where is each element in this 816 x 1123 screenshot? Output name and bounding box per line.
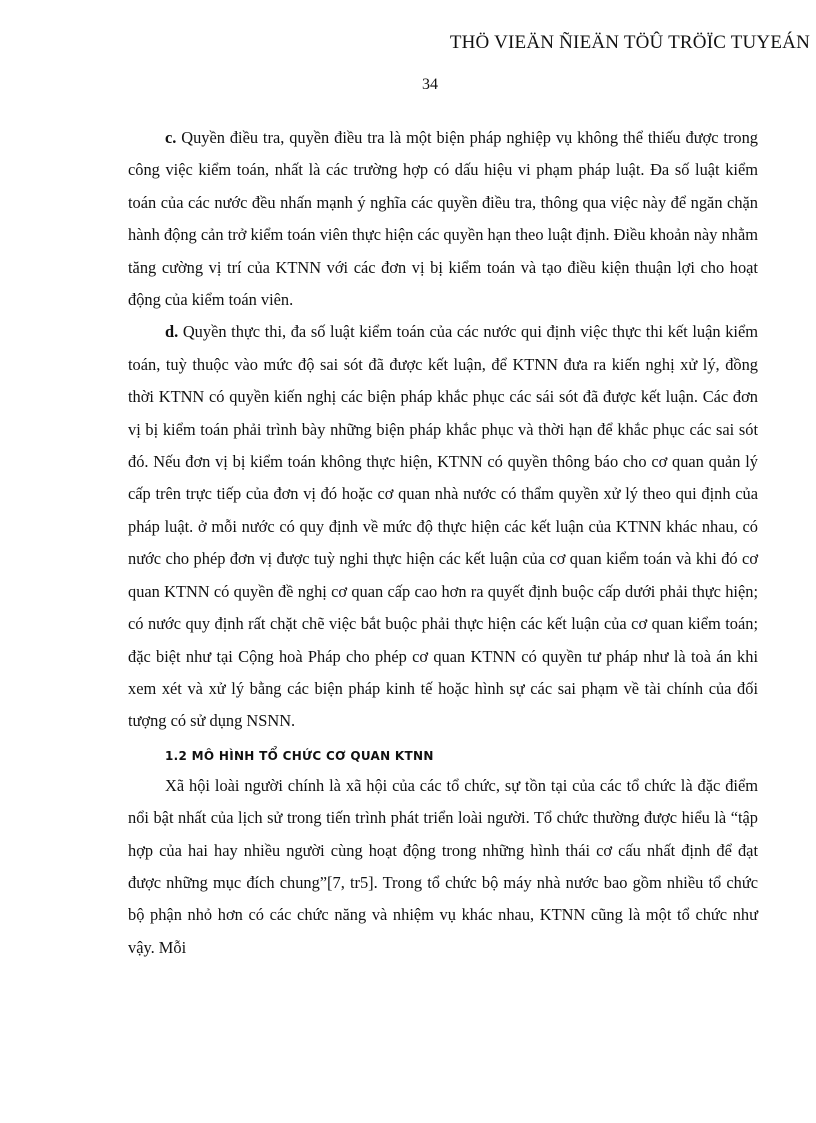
paragraph-d-marker: d.: [165, 322, 179, 342]
page-number: 34: [422, 76, 438, 93]
paragraph-d-text: Quyền thực thi, đa số luật kiểm toán của các nước qui định việc thực thi kết luận kiểm toán, tuỳ thuộc vào mức độ sai sót đã được kết luận, để KTNN đưa ra kiến nghị xử lý, đồng thời KTNN có quyền kiến nghị các biện pháp khắc phục các sái sót đã được kết luận. Các đơn vị bị kiểm toán phải trình bày những biện pháp khắc phục và thời hạn để khắc phục các sai sót đó. Nếu đơn vị bị kiểm toán không thực hiện, KTNN có quyền thông báo cho cơ quan quản lý cấp trên trực tiếp của đơn vị đó hoặc cơ quan nhà nước có thẩm quyền xử lý theo qui định của pháp luật. ở mỗi nước có quy định về mức độ thực hiện các kết luận của KTNN khác nhau, có nước cho phép đơn vị được tuỳ nghi thực hiện các kết luận của cơ quan kiểm toán và khi đó cơ quan KTNN có quyền đề nghị cơ quan cấp cao hơn ra quyết định buộc cấp dưới phải thực hiện; có nước quy định rất chặt chẽ việc bắt buộc phải thực hiện các kết luận của cơ quan kiểm toán; đặc biệt như tại Cộng hoà Pháp cho phép cơ quan KTNN có quyền tư pháp như là toà án khi xem xét và xử lý bằng các biện pháp kinh tế hoặc hình sự các sai phạm về tài chính của đối tượng có sử dụng NSNN.: [128, 322, 758, 731]
library-header: THÖ VIEÄN ÑIEÄN TÖÛ TRÖÏC TUYEÁN: [449, 32, 810, 53]
paragraph-c-marker: c.: [165, 128, 177, 147]
section-heading: 1.2 MÔ HÌNH TỔ CHỨC CƠ QUAN KTNN: [165, 748, 434, 763]
page-body: [128, 122, 758, 964]
paragraph-c-text: Quyền điều tra, quyền điều tra là một biện pháp nghiệp vụ không thể thiếu được trong công việc kiểm toán, nhất là các trường hợp có dấu hiệu vi phạm pháp luật. Đa số luật kiểm toán của các nước đều nhấn mạnh ý nghĩa các quyền điều tra, thông qua việc này để ngăn chặn hành động cản trở kiểm toán viên thực hiện các quyền hạn theo luật định. Điều khoản này nhằm tăng cường vị trí của KTNN với các đơn vị bị kiểm toán và tạo điều kiện thuận lợi cho hoạt động của kiểm toán viên.: [128, 128, 758, 310]
section-paragraph: Xã hội loài người chính là xã hội của các tổ chức, sự tồn tại của các tổ chức là đặc điểm nổi bật nhất của lịch sử trong tiến trình phát triển loài người. Tổ chức thường được hiểu là “tập hợp của hai hay nhiều người cùng hoạt động trong những hình thái cơ cấu nhất định để đạt được những mục đích chung”[7, tr5]. Trong tổ chức bộ máy nhà nước bao gồm nhiều tổ chức bộ phận nhỏ hơn có các chức năng và nhiệm vụ khác nhau, KTNN cũng là một tổ chức như vậy. Mỗi: [128, 775, 758, 957]
paragraph-d: [128, 316, 758, 737]
paragraph-c: [128, 122, 758, 316]
